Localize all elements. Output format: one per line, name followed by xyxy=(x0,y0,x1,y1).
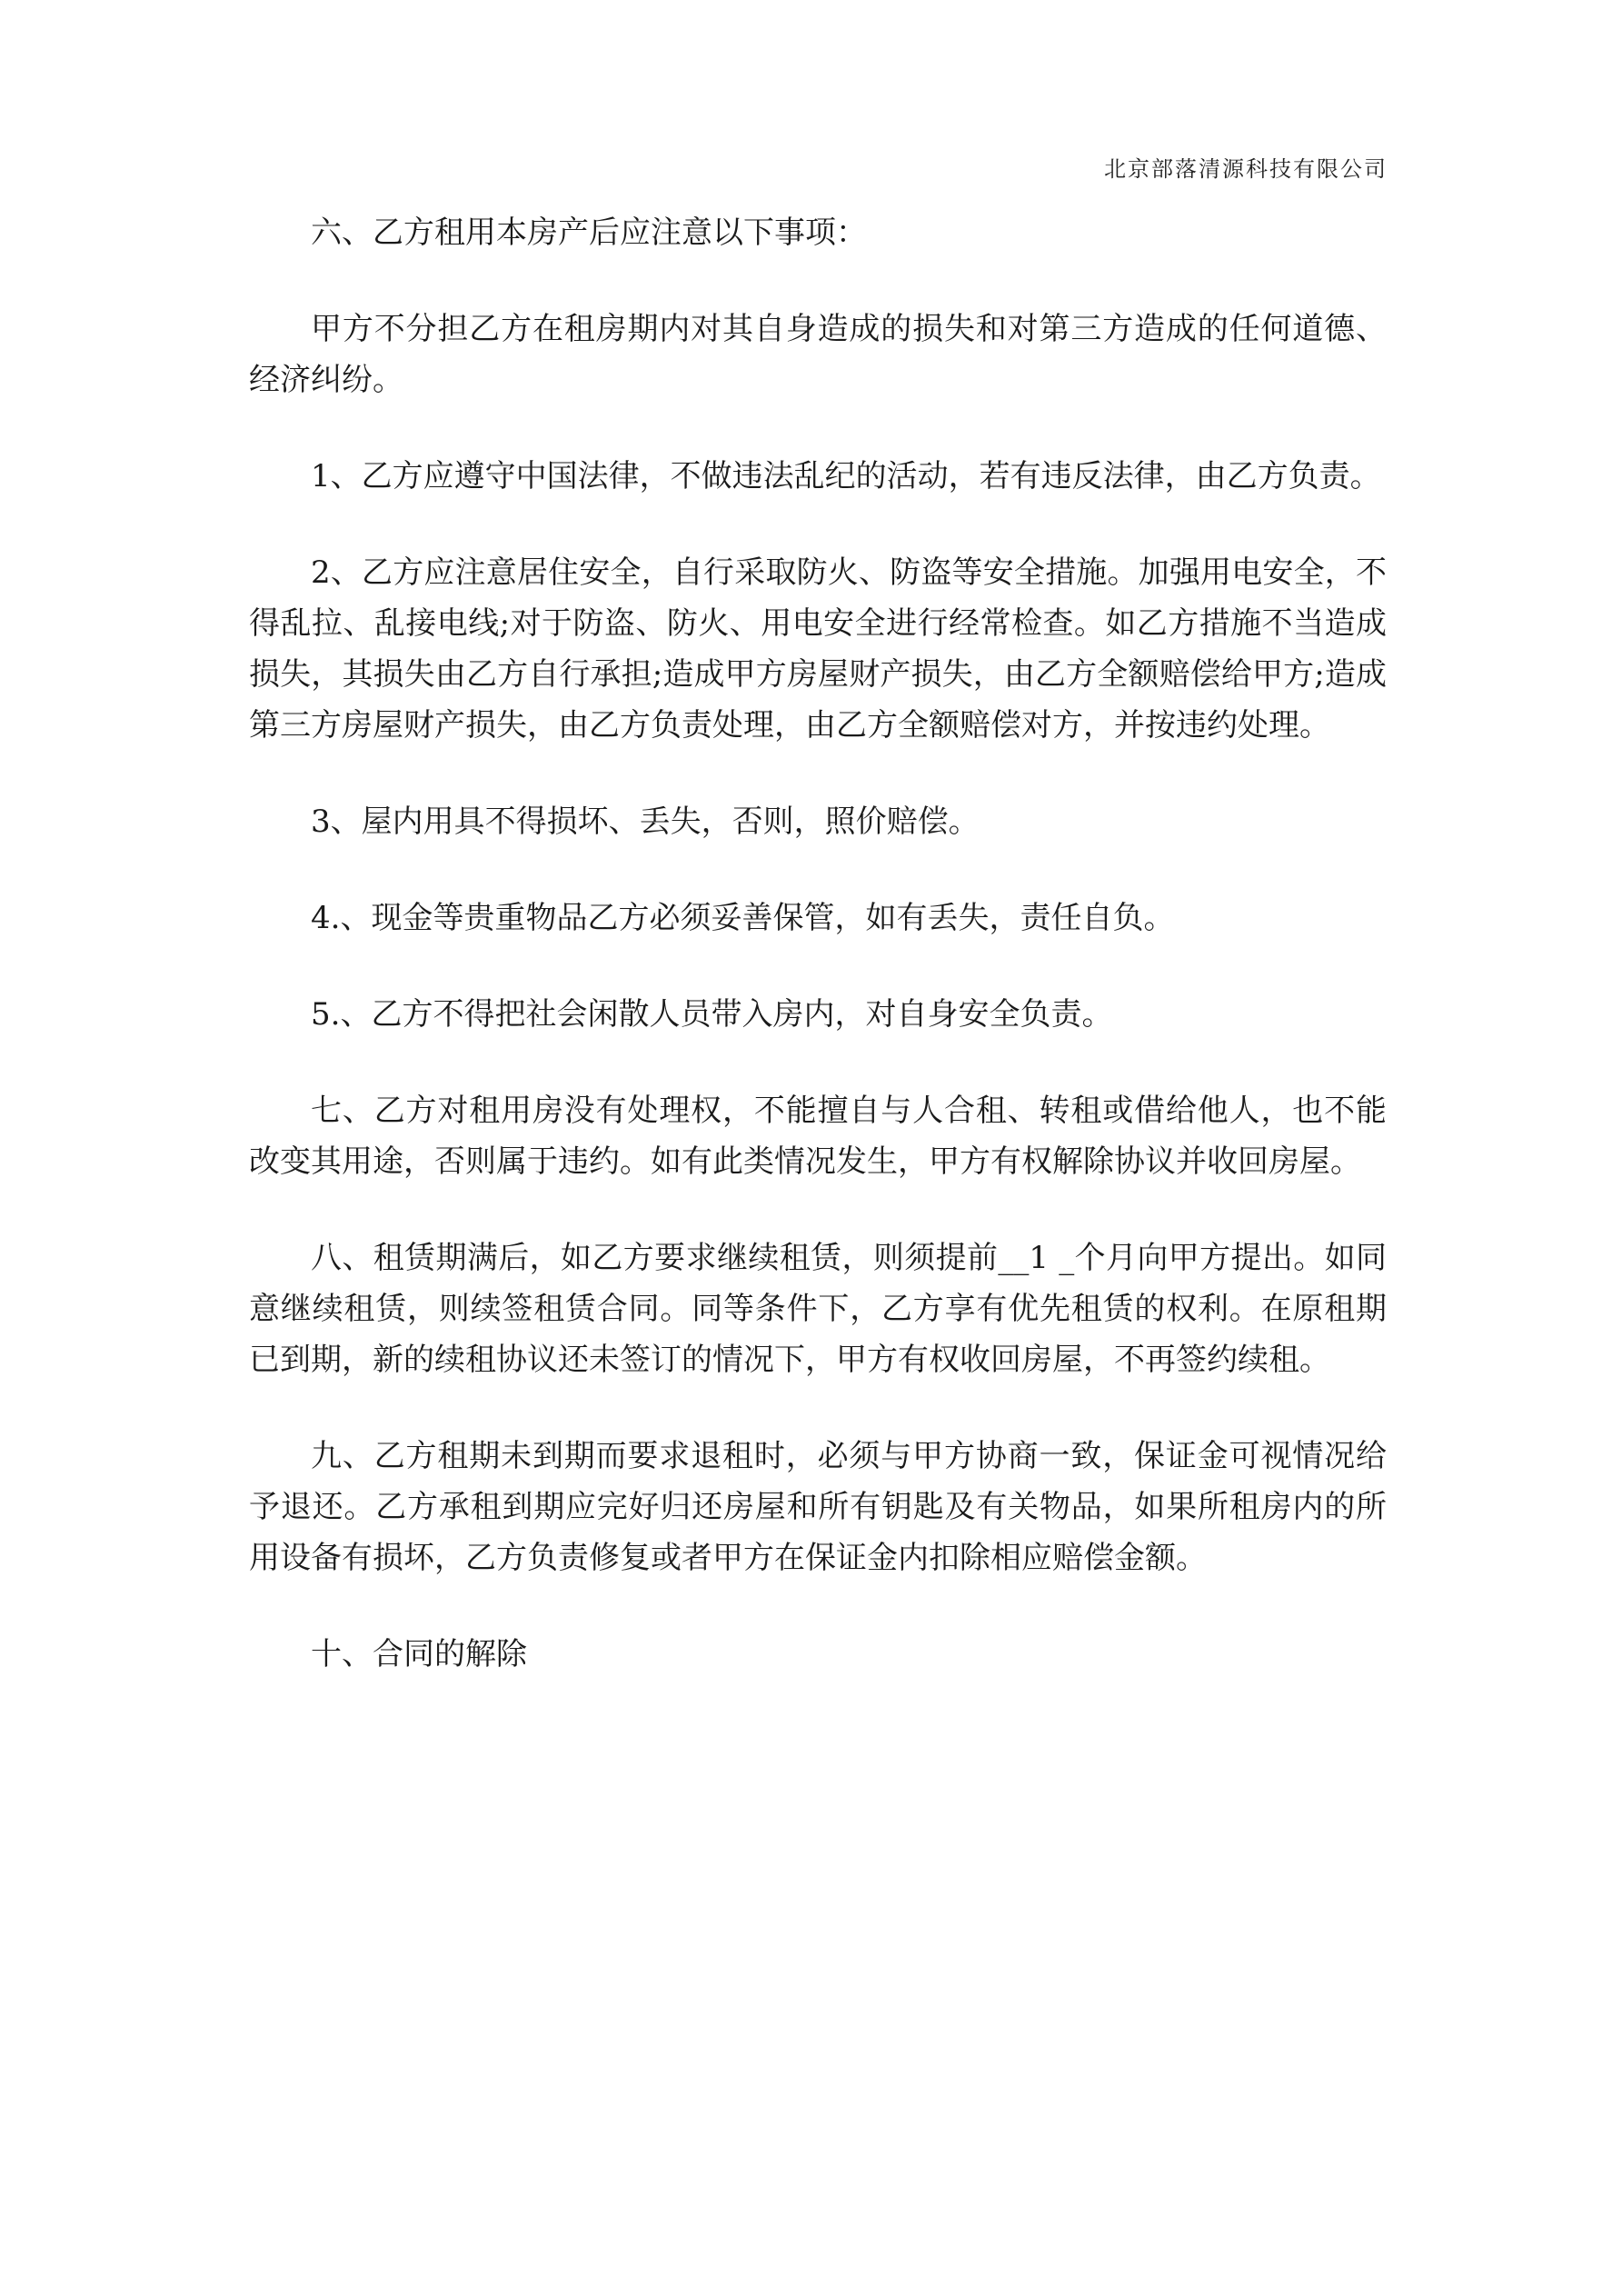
clause-8: 八、租赁期满后，如乙方要求继续租赁，则须提前__1 _个月向甲方提出。如同意继续租赁，则续签租赁合同。同等条件下，乙方享有优先租赁的权利。在原租期已到期，新的续租协议还未签订的情况下，甲方有权收回房屋，不再签约续租。 xyxy=(249,1240,1387,1378)
clause-6-item-3: 3、屋内用具不得损坏、丢失，否则，照价赔偿。 xyxy=(311,804,980,840)
clause-10-heading: 十、合同的解除 xyxy=(311,1636,527,1672)
clause-6-heading: 六、乙方租用本房产后应注意以下事项： xyxy=(311,215,867,251)
contract-body xyxy=(249,207,1387,1680)
clause-7: 七、乙方对租用房没有处理权，不能擅自与人合租、转租或借给他人，也不能改变其用途，否则属于违约。如有此类情况发生，甲方有权解除协议并收回房屋。 xyxy=(249,1093,1387,1180)
company-header: 北京部落清源科技有限公司 xyxy=(1104,156,1388,182)
clause-6-item-5: 5.、乙方不得把社会闲散人员带入房内，对自身安全负责。 xyxy=(311,996,1113,1033)
clause-6-liability: 甲方不分担乙方在租房期内对其自身造成的损失和对第三方造成的任何道德、经济纠纷。 xyxy=(249,311,1387,398)
clause-9: 九、乙方租期未到期而要求退租时，必须与甲方协商一致，保证金可视情况给予退还。乙方承租到期应完好归还房屋和所有钥匙及有关物品，如果所租房内的所用设备有损坏，乙方负责修复或者甲方在保证金内扣除相应赔偿金额。 xyxy=(249,1438,1387,1576)
clause-6-item-1: 1、乙方应遵守中国法律，不做违法乱纪的活动，若有违反法律，由乙方负责。 xyxy=(311,458,1381,494)
clause-6-item-4: 4.、现金等贵重物品乙方必须妥善保管，如有丢失，责任自负。 xyxy=(311,900,1175,936)
clause-6-item-2: 2、乙方应注意居住安全，自行采取防火、防盗等安全措施。加强用电安全，不得乱拉、乱接电线;对于防盗、防火、用电安全进行经常检查。如乙方措施不当造成损失，其损失由乙方自行承担;造成甲方房屋财产损失，由乙方全额赔偿给甲方;造成第三方房屋财产损失，由乙方负责处理，由乙方全额赔偿对方，并按违约处理。 xyxy=(249,554,1387,744)
